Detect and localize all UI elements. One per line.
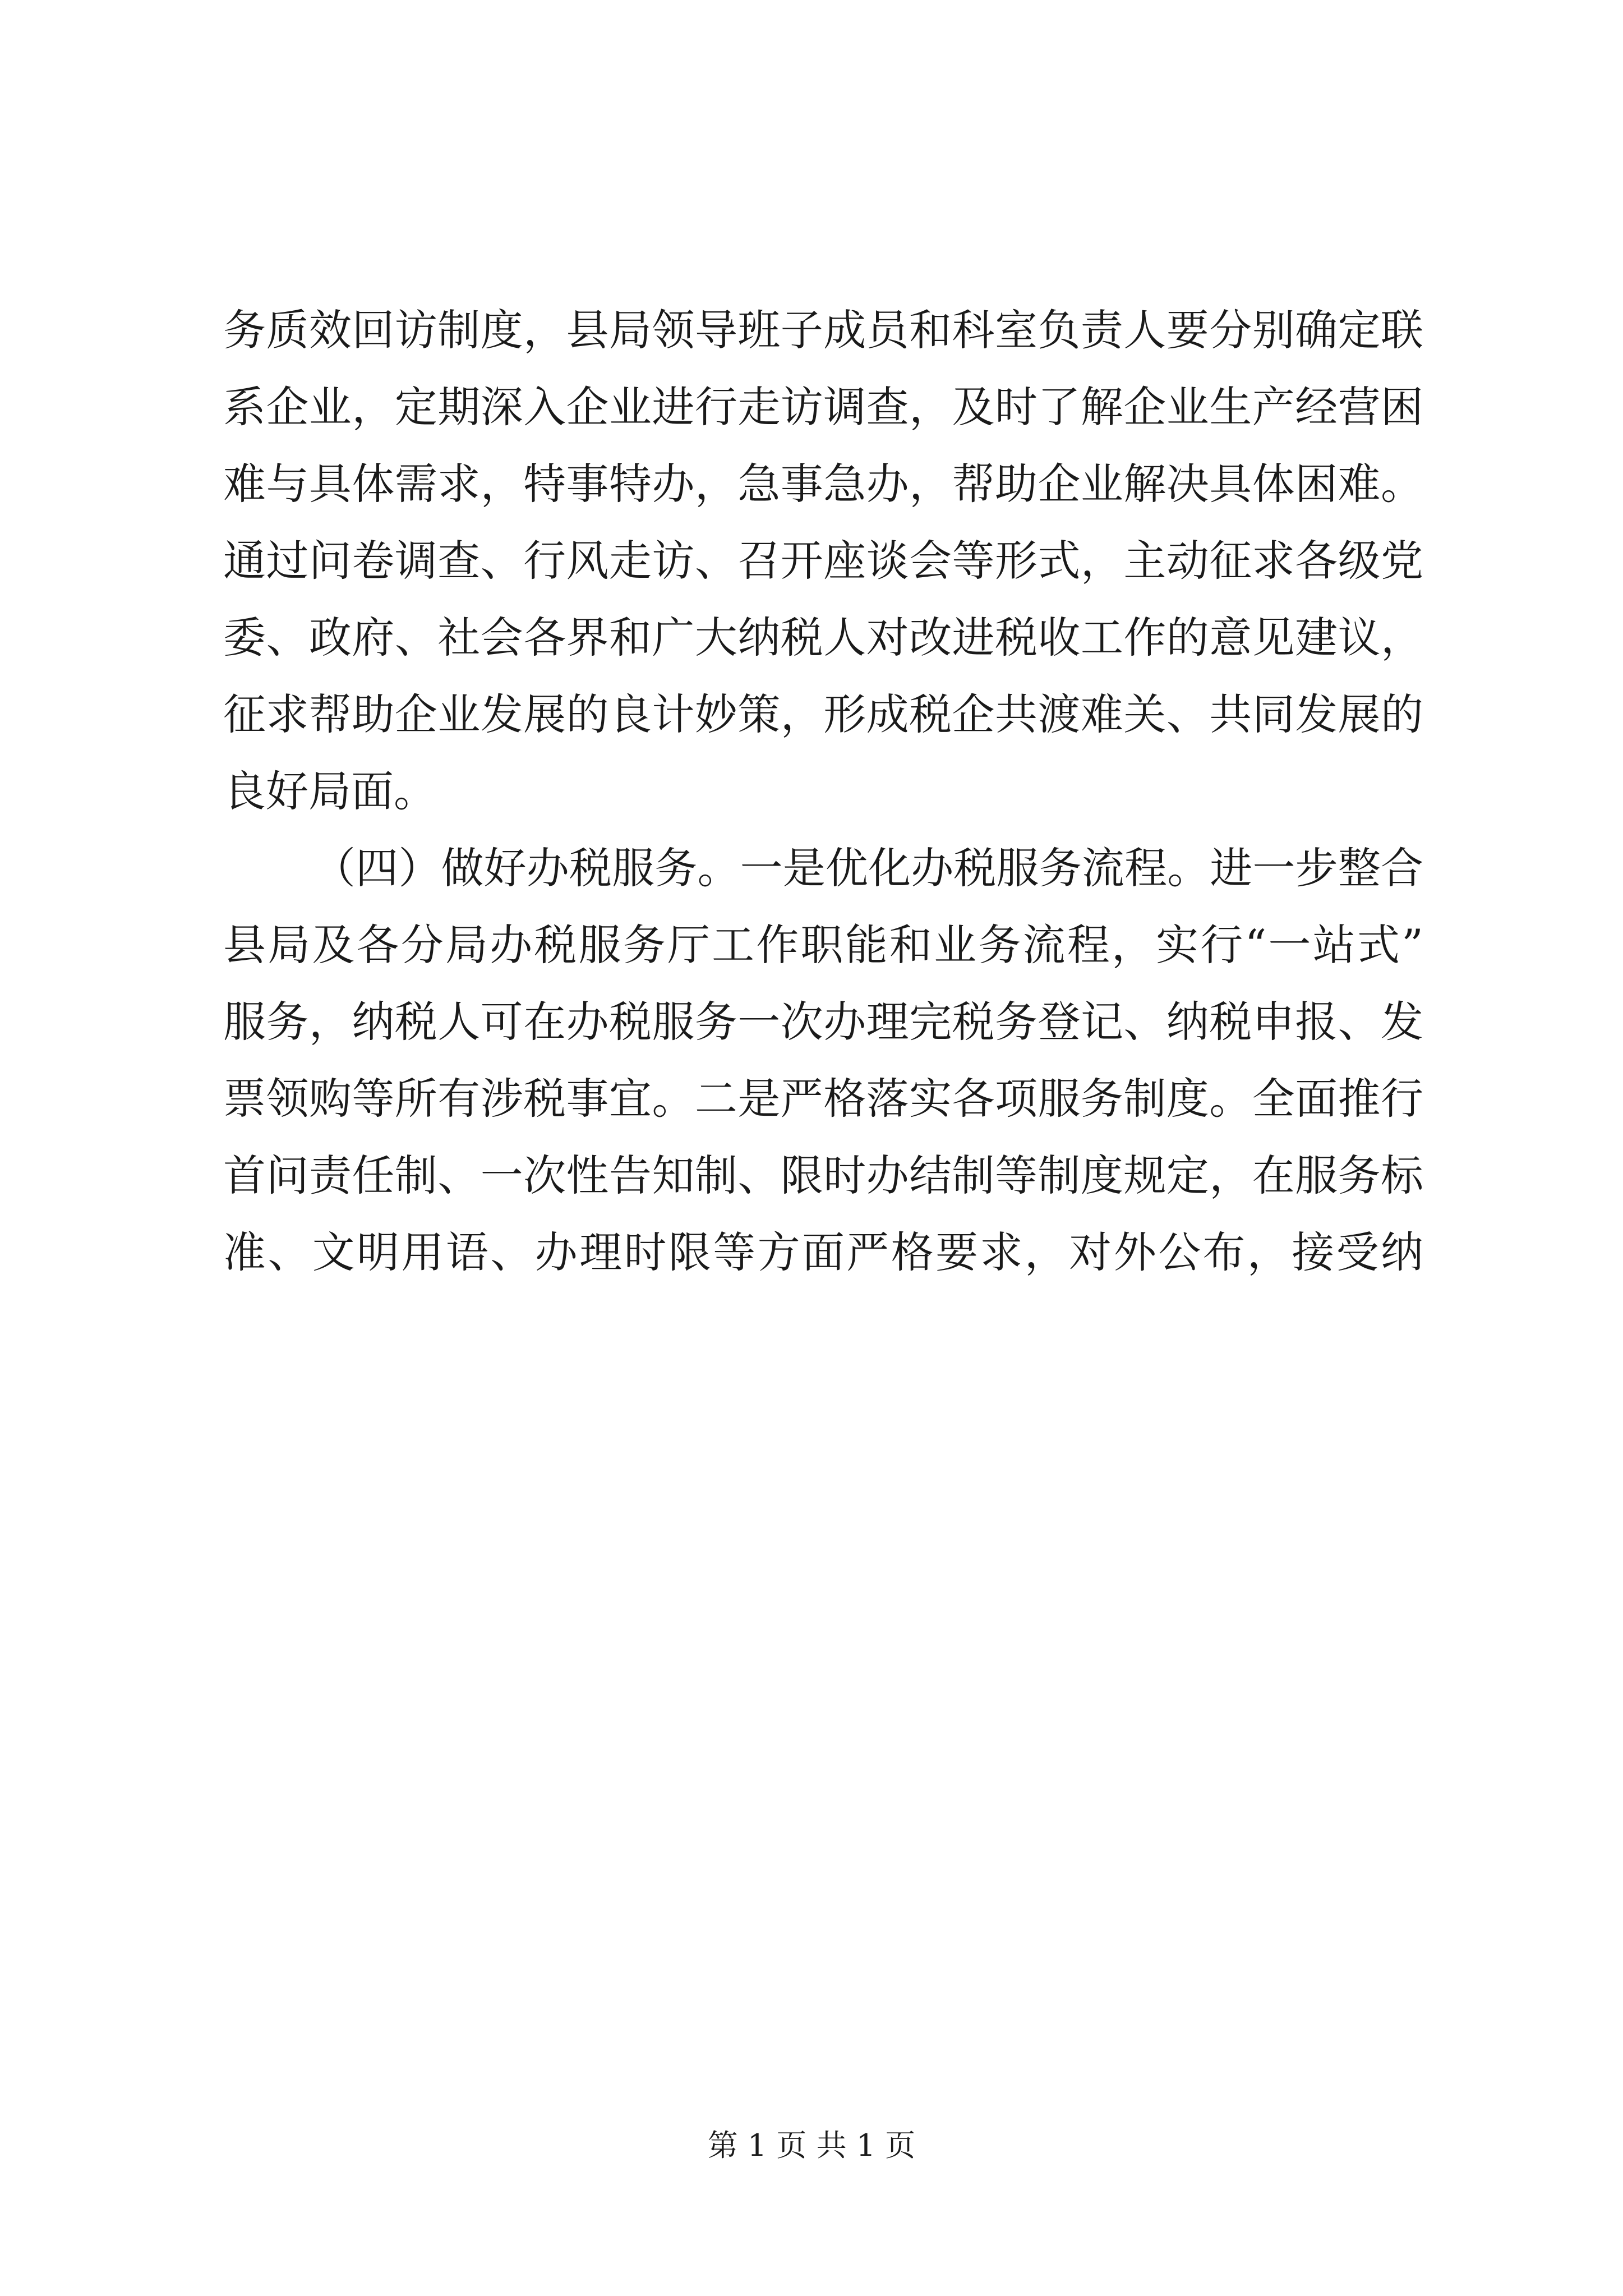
paragraph-1-line-5: 委、政府、社会各界和广大纳税人对改进税收工作的意见建议， [223, 613, 1423, 662]
paragraph-2-line-1: （四）做好办税服务。一是优化办税服务流程。进一步整合 [313, 843, 1423, 893]
paragraph-2-line-5: 首问责任制、一次性告知制、限时办结制等制度规定，在服务标 [223, 1151, 1423, 1200]
page-footer [0, 2126, 1623, 2165]
paragraph-2-line-4: 票领购等所有涉税事宜。二是严格落实各项服务制度。全面推行 [223, 1074, 1423, 1124]
paragraph-2-line-2: 县局及各分局办税服务厅工作职能和业务流程，实行“一站式” [223, 920, 1423, 970]
paragraph-1-line-4: 通过问卷调查、行风走访、召开座谈会等形式，主动征求各级党 [223, 536, 1423, 586]
page-number-label: 第 1 页 共 1 页 [707, 2128, 916, 2163]
paragraph-1-line-1: 务质效回访制度，县局领导班子成员和科室负责人要分别确定联 [223, 305, 1423, 355]
body-text [223, 292, 1423, 1291]
paragraph-1-line-3: 难与具体需求，特事特办，急事急办，帮助企业解决具体困难。 [223, 459, 1423, 509]
paragraph-1-line-6: 征求帮助企业发展的良计妙策，形成税企共渡难关、共同发展的 [223, 689, 1423, 739]
paragraph-2-line-3: 服务，纳税人可在办税服务一次办理完税务登记、纳税申报、发 [223, 997, 1423, 1047]
paragraph-2-line-6: 准、文明用语、办理时限等方面严格要求，对外公布，接受纳 [223, 1227, 1423, 1277]
paragraph-1-line-2: 系企业，定期深入企业进行走访调查，及时了解企业生产经营困 [223, 382, 1423, 432]
paragraph-1-line-7: 良好局面。 [223, 766, 436, 816]
